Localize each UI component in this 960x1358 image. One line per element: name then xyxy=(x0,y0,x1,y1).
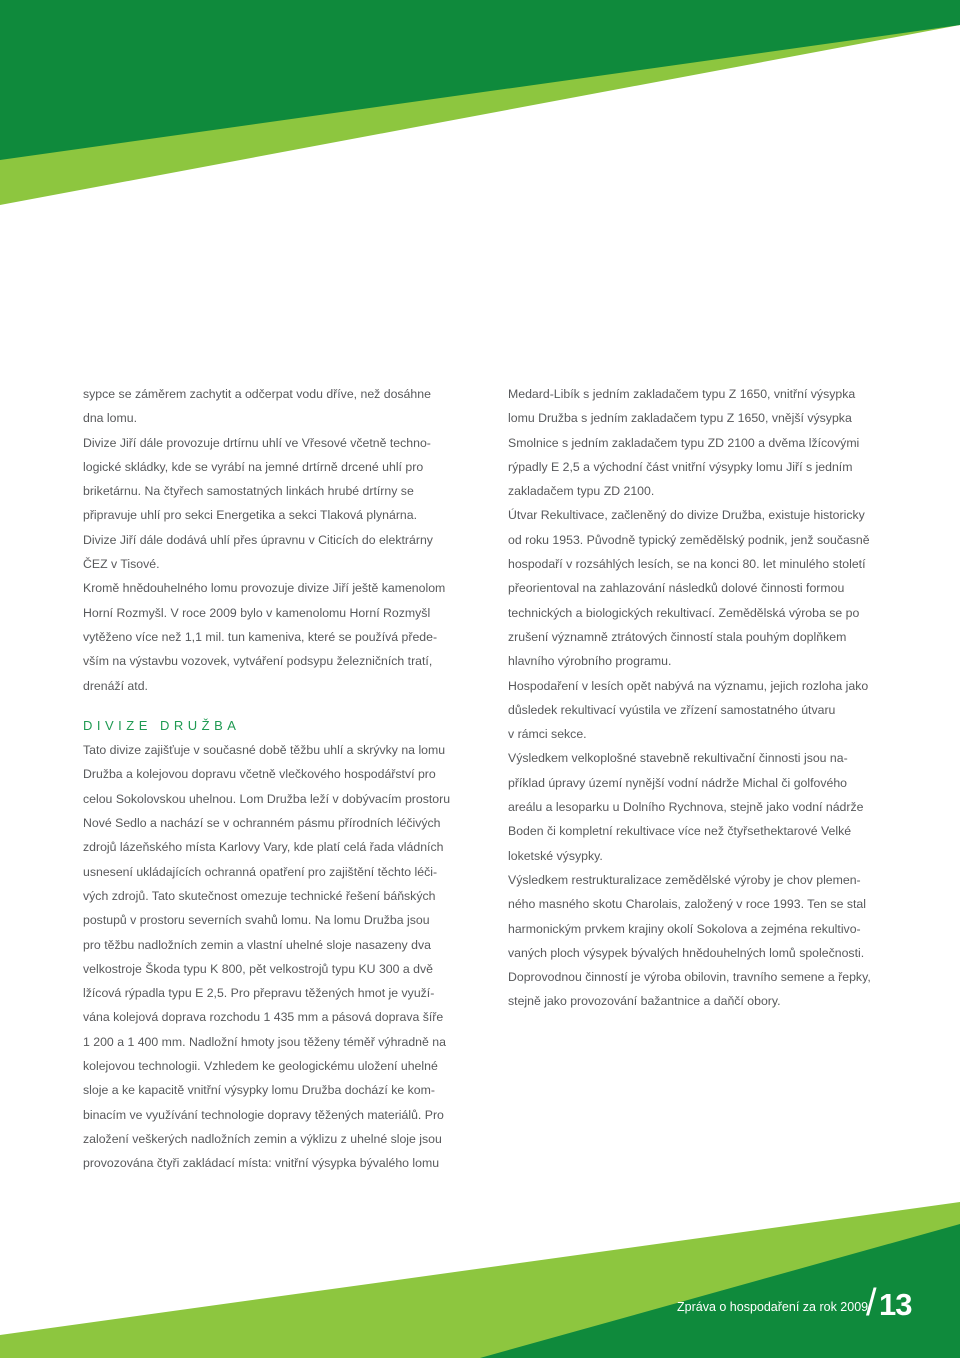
text-line: Smolnice s jedním zakladačem typu ZD 2100 a dvěma lžícovými xyxy=(508,435,860,450)
text-line: celou Sokolovskou uhelnou. Lom Družba leží v dobývacím prostoru xyxy=(83,791,451,806)
text-line: přeorientoval na zahlazování následků dolové činnosti formou xyxy=(508,581,845,596)
page-number: 13 xyxy=(879,1287,912,1322)
text-line: Útvar Rekultivace, začleněný do divize Družba, existuje historicky xyxy=(508,508,865,523)
text-line: rýpadly E 2,5 a východní část vnitřní výsypky lomu Jiří s jedním xyxy=(508,459,853,474)
left-intro-paragraphs xyxy=(83,382,473,698)
text-line: v rámci sekce. xyxy=(508,727,587,742)
text-line: vytěženo více než 1,1 mil. tun kameniva, které se používá přede- xyxy=(83,629,438,644)
text-line: od roku 1953. Původně typický zemědělský podnik, jenž současně xyxy=(508,532,870,547)
text-line: logické skládky, kde se vyrábí na jemné drtírně drcené uhlí pro xyxy=(83,459,424,474)
text-line: stejně jako provozování bažantnice a daňčí obory. xyxy=(508,994,781,1009)
text-line: vána kolejová doprava rozchodu 1 435 mm a pásová doprava šíře xyxy=(83,1010,444,1025)
text-line: sloje a ke kapacitě vnitřní výsypky lomu Družba dochází ke kom- xyxy=(83,1083,435,1098)
text-line: založení veškerých nadložních zemin a výklizu z uhelné sloje jsou xyxy=(83,1131,442,1146)
text-line: postupů v prostoru severních svahů lomu. Na lomu Družba jsou xyxy=(83,913,430,928)
footer-report-title: Zpráva o hospodaření za rok 2009 xyxy=(677,1300,869,1314)
text-line: lžícová rýpadla typu E 2,5. Pro přepravu těžených hmot je využí- xyxy=(83,986,435,1001)
text-line: Kromě hnědouhelného lomu provozuje divize Jiří ještě kamenolom xyxy=(83,581,446,596)
header-dark-green-band xyxy=(0,0,960,160)
text-line: Doprovodnou činností je výroba obilovin, travního semene a řepky, xyxy=(508,970,871,985)
text-line: Výsledkem velkoplošné stavebně rekultivační činnosti jsou na- xyxy=(508,751,848,766)
text-line: vaných ploch výsypek bývalých hnědouhelných lomů společnosti. xyxy=(508,945,865,960)
text-line: důsledek rekultivací vyústila ve zřízení samostatného útvaru xyxy=(508,702,836,717)
text-line: vším na výstavbu vozovek, vytváření podsypu železničních tratí, xyxy=(83,654,433,669)
text-line: příklad úpravy území nynější vodní nádrže Michal či golfového xyxy=(508,775,848,790)
text-line: briketárnu. Na čtyřech samostatných linkách hrubé drtírny se xyxy=(83,484,414,499)
text-line: loketské výsypky. xyxy=(508,848,603,863)
text-line: Boden či kompletní rekultivace více než čtyřsethektarové Velké xyxy=(508,824,852,839)
text-line: Tato divize zajišťuje v současné době těžbu uhlí a skrývky na lomu xyxy=(83,743,446,758)
left-column xyxy=(83,382,473,1176)
text-line: připravuje uhlí pro sekci Energetika a sekci Tlaková plynárna. xyxy=(83,508,418,523)
text-line: vých zdrojů. Tato skutečnost omezuje technické řešení báňských xyxy=(83,888,436,903)
footer-graphic xyxy=(0,1190,960,1358)
text-line: hospodaří v rozsáhlých lesích, se na konci 80. let minulého století xyxy=(508,557,866,572)
text-line: Divize Jiří dále dodává uhlí přes úpravnu v Citicích do elektrárny xyxy=(83,532,433,547)
section-heading: DIVIZE DRUŽBA xyxy=(83,717,241,733)
text-line: Horní Rozmyšl. V roce 2009 bylo v kamenolomu Horní Rozmyšl xyxy=(83,605,431,620)
text-line: pro těžbu nadložních zemin a vlastní uhelné sloje nasazeny dva xyxy=(83,937,431,952)
text-line: Medard-Libík s jedním zakladačem typu Z 1650, vnitřní výsypka xyxy=(508,387,856,401)
text-line: velkostroje Škoda typu K 800, pět velkostrojů typu KU 300 a dvě xyxy=(83,961,433,976)
text-line: ného masného skotu Charolais, založený v roce 1993. Ten se stal xyxy=(508,897,866,912)
text-line: drenáží atd. xyxy=(83,678,148,693)
text-line: Výsledkem restrukturalizace zemědělské výroby je chov plemen- xyxy=(508,872,861,887)
right-paragraphs xyxy=(508,382,898,1014)
text-line: zrušení významně ztrátových činností stala pouhým doplňkem xyxy=(508,629,847,644)
left-section-paragraphs xyxy=(83,738,473,1175)
text-line: dna lomu. xyxy=(83,411,138,426)
header-graphic xyxy=(0,0,960,220)
text-line: 1 200 a 1 400 mm. Nadložní hmoty jsou těženy téměř výhradně na xyxy=(83,1034,446,1049)
text-line: binacím ve využívání technologie dopravy těžených materiálů. Pro xyxy=(83,1107,444,1122)
text-line: sypce se záměrem zachytit a odčerpat vodu dříve, než dosáhne xyxy=(83,387,431,401)
text-line: Družba a kolejovou dopravu včetně vlečkového hospodářství pro xyxy=(83,767,436,782)
text-line: zakladačem typu ZD 2100. xyxy=(508,484,655,499)
text-line: zdrojů lázeňského místa Karlovy Vary, kde platí celá řada vládních xyxy=(83,840,444,855)
text-line: Divize Jiří dále provozuje drtírnu uhlí ve Vřesové včetně techno- xyxy=(83,435,431,450)
right-column xyxy=(508,382,898,1014)
text-line: ČEZ v Tisové. xyxy=(83,557,160,572)
footer-slash: / xyxy=(866,1282,877,1324)
text-line: Nové Sedlo a nachází se v ochranném pásmu přírodních léčivých xyxy=(83,816,441,831)
text-line: harmonickým prvkem krajiny okolí Sokolova a zejména rekultivo- xyxy=(508,921,861,936)
text-line: provozována čtyři zakládací místa: vnitřní výsypka bývalého lomu xyxy=(83,1156,440,1171)
text-line: usnesení ukládajících ochranná opatření pro zajištění těchto léči- xyxy=(83,864,438,879)
text-line: lomu Družba s jedním zakladačem typu Z 1650, vnější výsypka xyxy=(508,411,852,426)
text-line: technických a biologických rekultivací. Zemědělská výroba se po xyxy=(508,605,860,620)
text-line: hlavního výrobního programu. xyxy=(508,654,672,669)
text-line: areálu a lesoparku u Dolního Rychnova, stejně jako vodní nádrže xyxy=(508,800,864,815)
text-line: kolejovou technologii. Vzhledem ke geologickému uložení uhelné xyxy=(83,1059,438,1074)
text-line: Hospodaření v lesích opět nabývá na významu, jejich rozloha jako xyxy=(508,678,869,693)
